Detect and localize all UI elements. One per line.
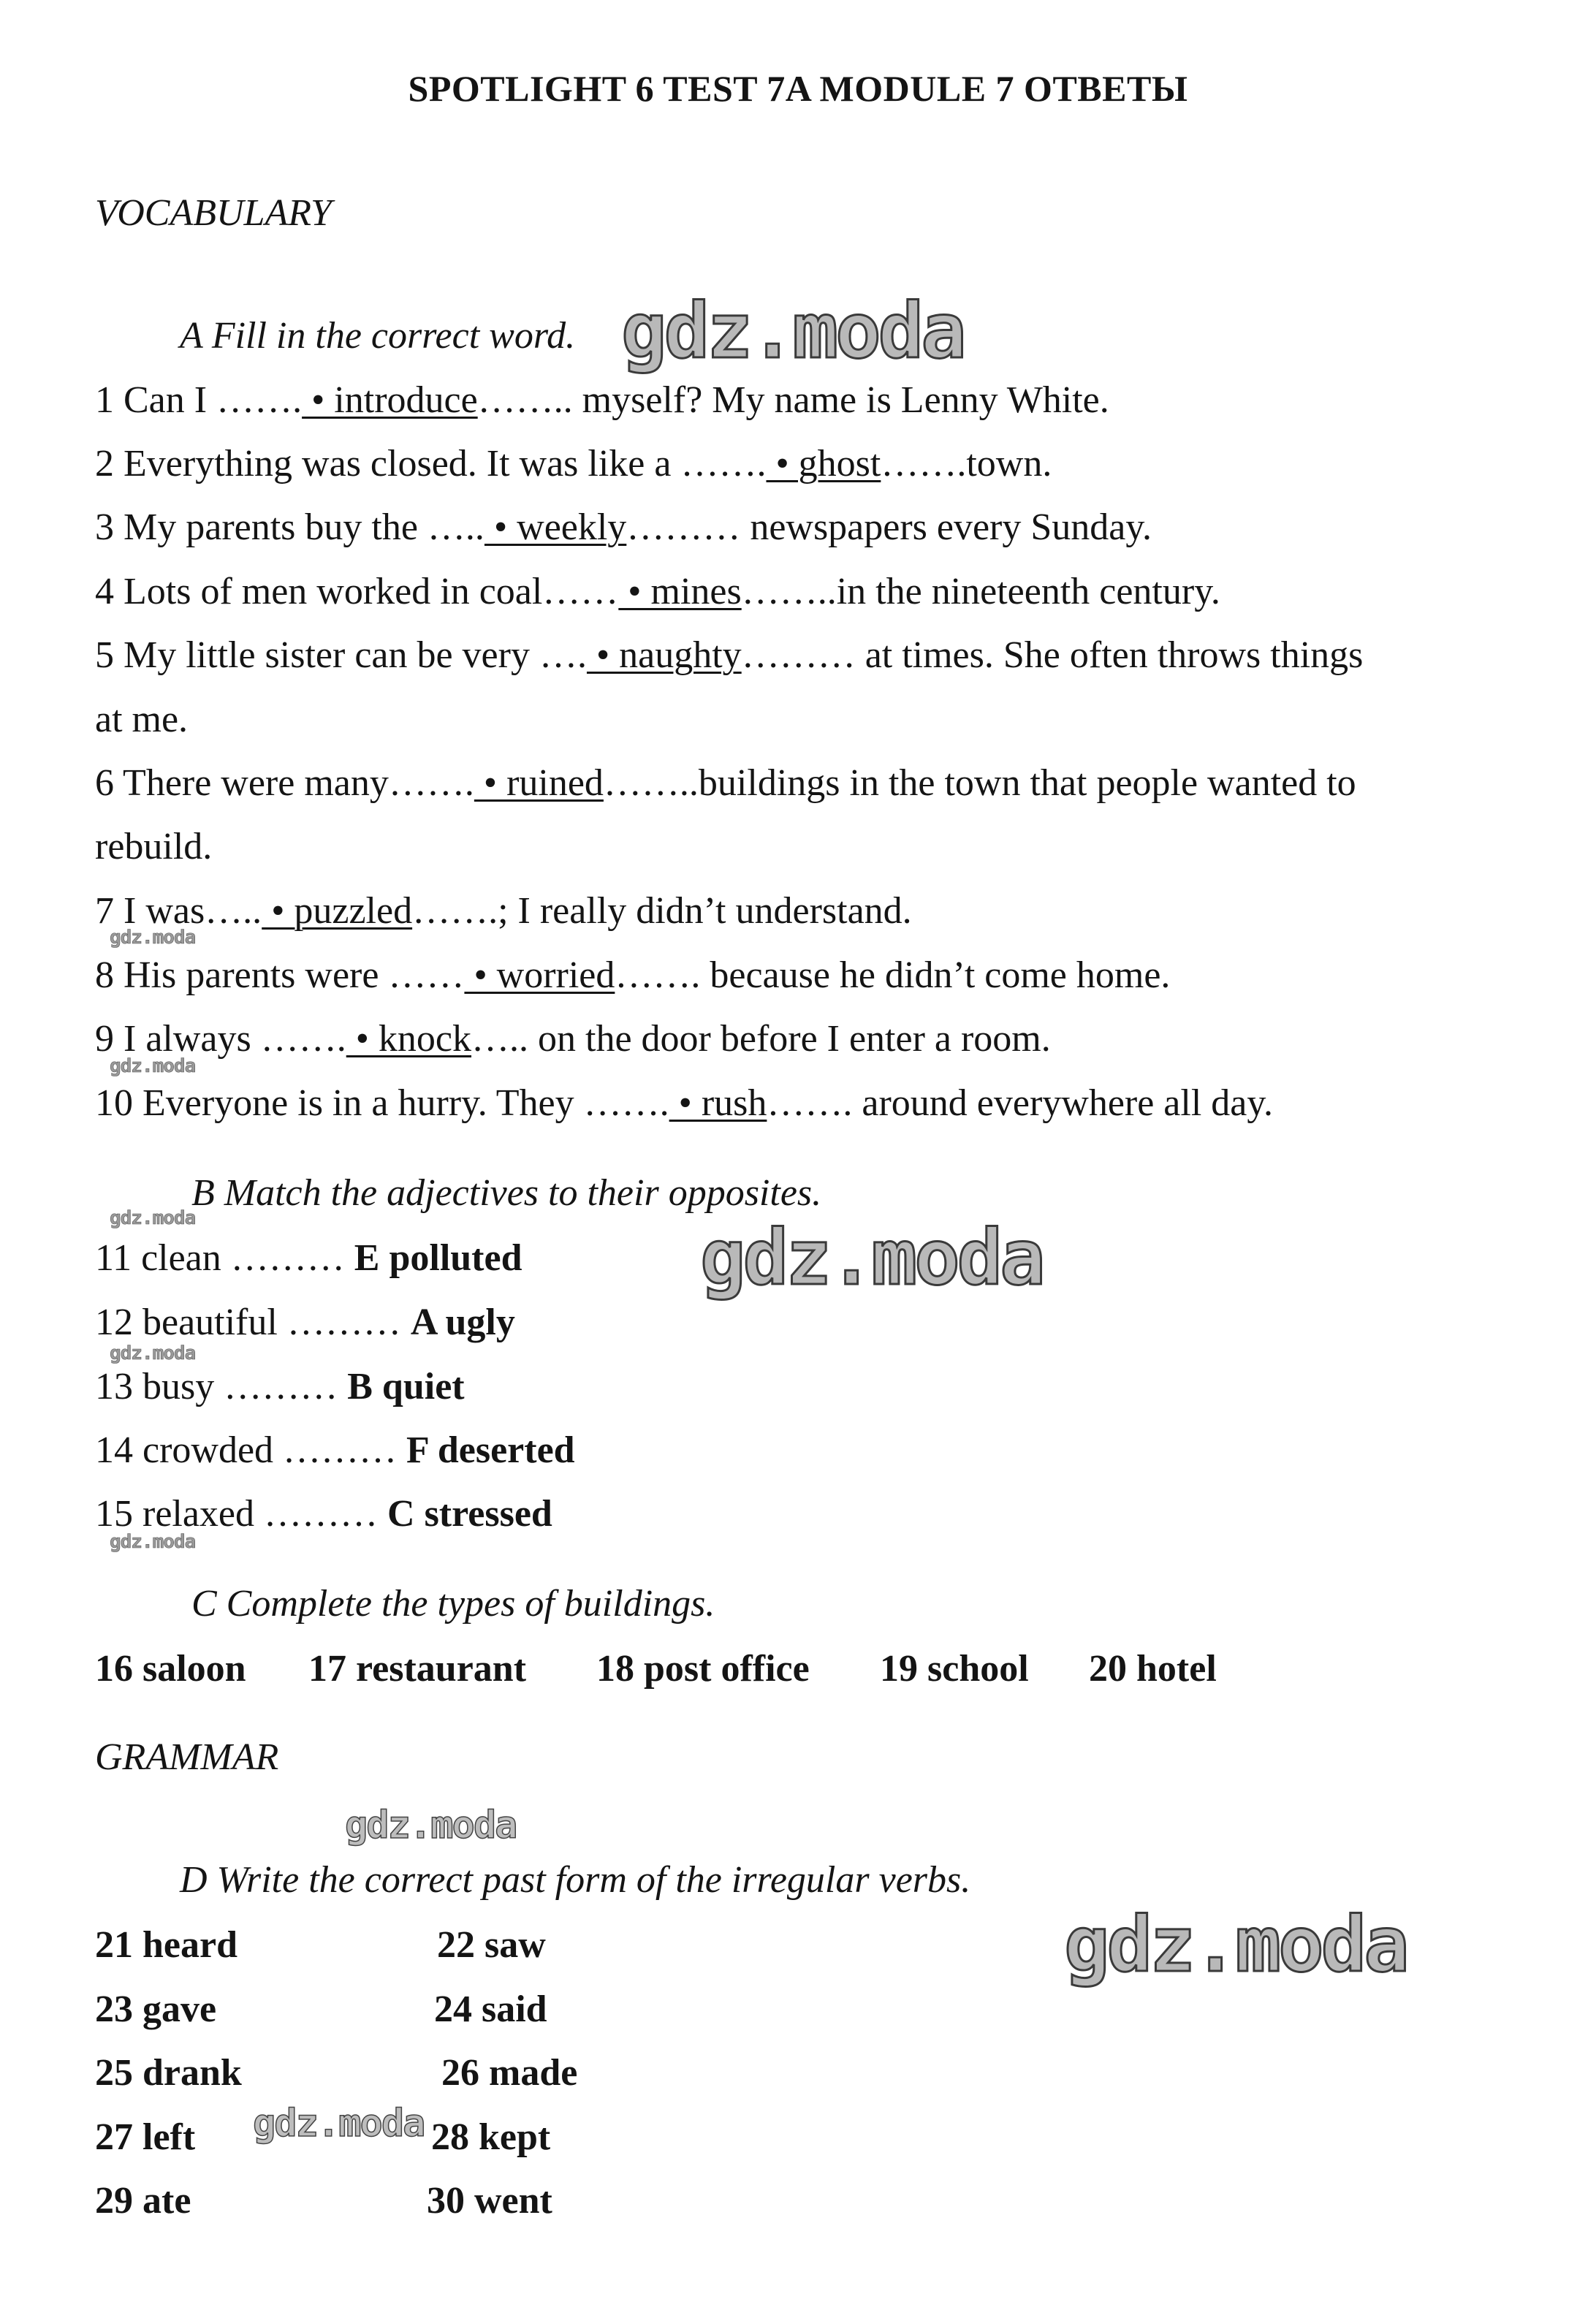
answer-text: • puzzled xyxy=(262,890,413,932)
task-b-item: 15 relaxed ……… C stressed xyxy=(95,1493,552,1535)
answer-text: B quiet xyxy=(347,1366,465,1407)
watermark-logo: gdz.moda xyxy=(253,2102,425,2146)
task-c-heading: C Complete the types of buildings. xyxy=(191,1583,715,1625)
task-d-answer: 22 saw xyxy=(437,1924,546,1966)
task-d-heading: D Write the correct past form of the irregular verbs. xyxy=(180,1859,971,1901)
task-b-item: 11 clean ……… E polluted xyxy=(95,1237,522,1279)
answer-text: • ruined xyxy=(474,762,604,804)
task-d-answer: 25 drank xyxy=(95,2052,242,2094)
task-d-answer: 26 made xyxy=(441,2052,578,2094)
answer-text: • ghost xyxy=(766,443,881,485)
answer-text: • knock xyxy=(346,1018,472,1060)
task-d-answer: 24 said xyxy=(434,1988,547,2030)
watermark-logo: gdz.moda xyxy=(110,1055,196,1077)
watermark-logo: gdz.moda xyxy=(110,1531,196,1553)
watermark-logo: gdz.moda xyxy=(110,927,196,949)
answer-text: • worried xyxy=(464,954,615,996)
task-a-line: 10 Everyone is in a hurry. They ……. • rush……. around everywhere all day. xyxy=(95,1082,1273,1124)
task-b-item: 13 busy ……… B quiet xyxy=(95,1366,465,1407)
task-a-line: 2 Everything was closed. It was like a ……. • ghost…….town. xyxy=(95,443,1052,485)
task-a-line: 9 I always ……. • knock….. on the door before I enter a room. xyxy=(95,1018,1051,1060)
task-d-answer: 27 left xyxy=(95,2116,196,2158)
task-c-answer: 20 hotel xyxy=(1089,1648,1217,1690)
task-a-line: 8 His parents were …… • worried……. because he didn’t come home. xyxy=(95,954,1171,996)
answer-text: F deserted xyxy=(406,1429,575,1471)
watermark-logo: gdz.moda xyxy=(700,1213,1043,1302)
answer-text: C stressed xyxy=(387,1493,552,1535)
task-d-answer: 29 ate xyxy=(95,2180,191,2222)
task-a-line: 7 I was….. • puzzled…….; I really didn’t understand. xyxy=(95,890,912,932)
task-a-line: 5 My little sister can be very …. • naughty……… at times. She often throws things xyxy=(95,634,1364,676)
task-c-answer: 19 school xyxy=(880,1648,1029,1690)
task-d-answer: 28 kept xyxy=(431,2116,551,2158)
task-a-line: 6 There were many……. • ruined……..buildings in the town that people wanted to xyxy=(95,762,1356,804)
task-a-line: at me. xyxy=(95,699,189,740)
task-a-line: rebuild. xyxy=(95,826,213,867)
grammar-heading: GRAMMAR xyxy=(95,1736,279,1778)
page-title: SPOTLIGHT 6 TEST 7A MODULE 7 ОТВЕТЫ xyxy=(408,68,1188,109)
watermark-logo: gdz.moda xyxy=(110,1207,196,1229)
answer-text: • rush xyxy=(669,1082,767,1124)
task-a-heading: A Fill in the correct word. xyxy=(180,315,576,357)
answer-text: A ugly xyxy=(410,1302,515,1343)
watermark-logo: gdz.moda xyxy=(110,1342,196,1364)
watermark-logo: gdz.moda xyxy=(1064,1900,1407,1989)
answer-text: • introduce xyxy=(302,379,478,421)
task-a-line: 1 Can I ……. • introduce…….. myself? My name is Lenny White. xyxy=(95,379,1109,421)
answer-text: • weekly xyxy=(484,506,627,548)
task-d-answer: 21 heard xyxy=(95,1924,238,1966)
answer-text: • mines xyxy=(618,571,742,612)
answer-text: • naughty xyxy=(586,634,742,676)
task-b-heading: B Match the adjectives to their opposites. xyxy=(191,1172,822,1214)
vocabulary-heading: VOCABULARY xyxy=(95,192,332,234)
task-c-answer: 17 restaurant xyxy=(308,1648,527,1690)
task-c-answer: 16 saloon xyxy=(95,1648,246,1690)
task-d-answer: 30 went xyxy=(427,2180,552,2222)
watermark-logo: gdz.moda xyxy=(621,286,964,376)
task-b-item: 12 beautiful ……… A ugly xyxy=(95,1302,515,1343)
task-d-answer: 23 gave xyxy=(95,1988,217,2030)
task-b-item: 14 crowded ……… F deserted xyxy=(95,1429,575,1471)
task-a-line: 4 Lots of men worked in coal…… • mines……..in the nineteenth century. xyxy=(95,571,1220,612)
answer-text: E polluted xyxy=(354,1237,522,1279)
task-a-line: 3 My parents buy the ….. • weekly……… newspapers every Sunday. xyxy=(95,506,1152,548)
watermark-logo: gdz.moda xyxy=(345,1804,517,1847)
task-c-answer: 18 post office xyxy=(596,1648,810,1690)
